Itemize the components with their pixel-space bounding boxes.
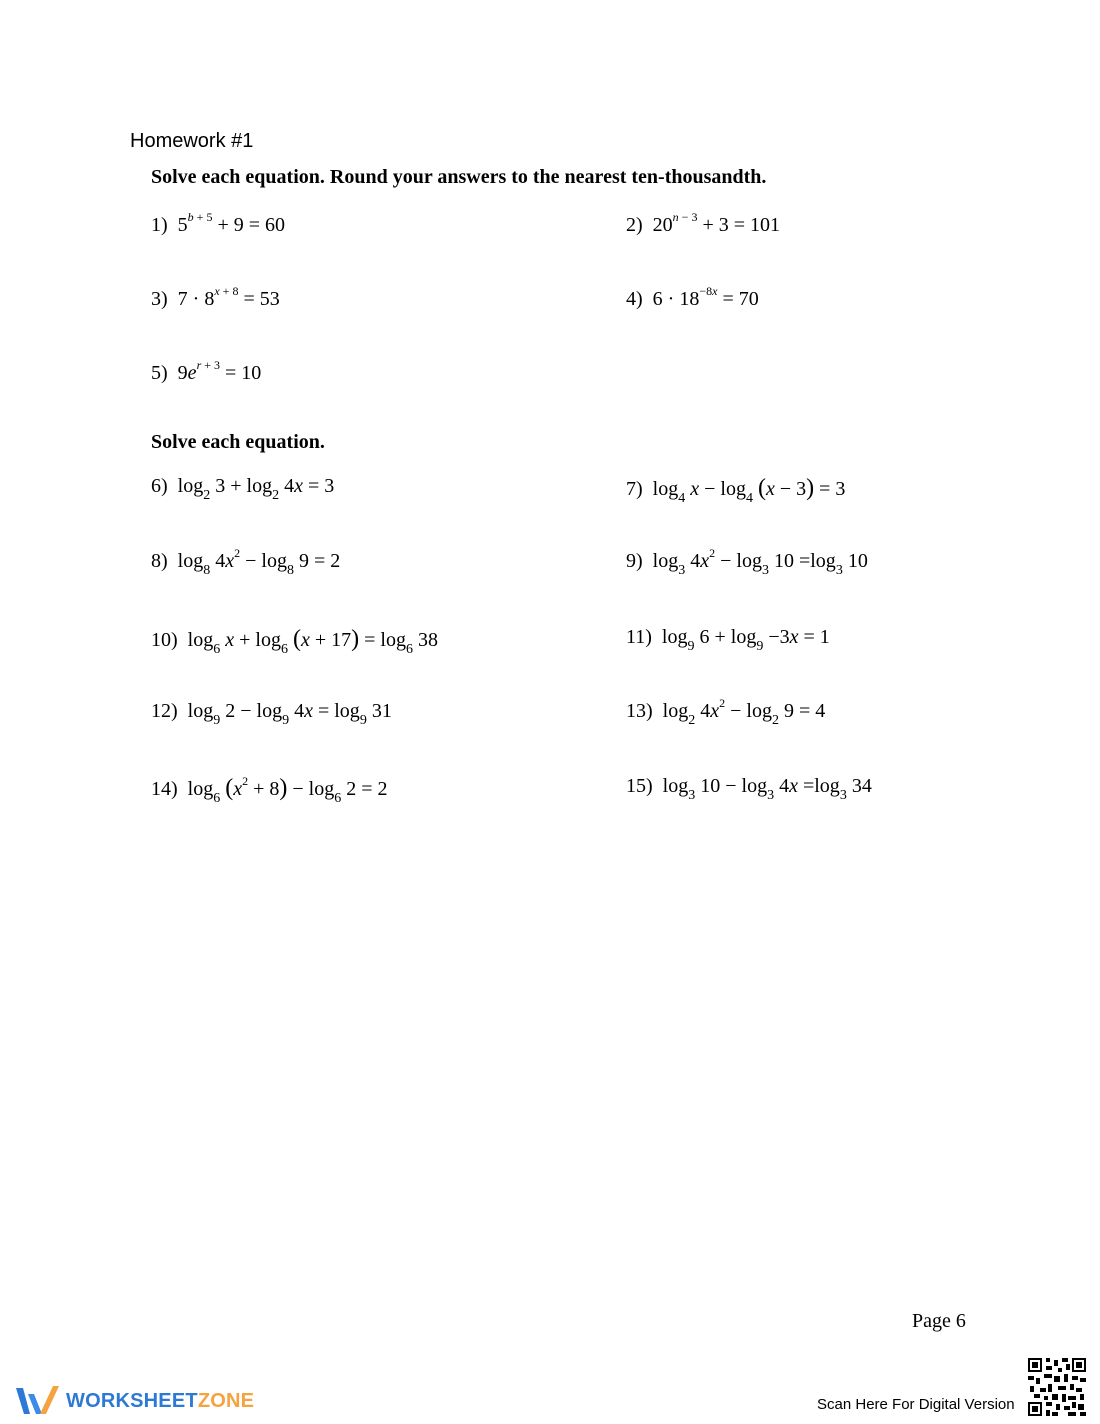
problem-number: 6) — [151, 475, 168, 497]
problem-number: 5) — [151, 362, 168, 384]
page-title: Homework #1 — [130, 130, 254, 152]
problem-4: 4) $6 \cdot 18^{-8x} = 70$ — [626, 284, 759, 310]
problem-number: 8) — [151, 550, 168, 572]
problem-number: 4) — [626, 288, 643, 310]
worksheetzone-w-icon — [14, 1384, 60, 1418]
problem-number: 13) — [626, 700, 653, 722]
problem-number: 12) — [151, 700, 178, 722]
problem-number: 14) — [151, 778, 178, 800]
worksheetzone-logo[interactable] — [14, 1384, 254, 1418]
problem-number: 9) — [626, 550, 643, 572]
problem-number: 3) — [151, 288, 168, 310]
problem-number: 7) — [626, 478, 643, 500]
logo-text: WORKSHEETZONE — [66, 1389, 255, 1412]
problem-12: 12) $\log_9 2 - \log_9 4x = \log_9 31$ — [151, 700, 392, 728]
problem-11: 11) $\log_9 6 + \log_9 -3x = 1$ — [626, 626, 830, 654]
problem-10: 10) $\log_6 x + \log_6 (x + 17) = \log_6 38$ — [151, 626, 438, 657]
page-number: Page 6 — [912, 1310, 966, 1332]
problem-1: 1) $5^{b + 5} + 9 = 60$ — [151, 210, 286, 236]
problem-number: 11) — [626, 626, 652, 648]
problem-7: 7) $\log_4 x - \log_4 (x - 3) = 3$ — [626, 475, 846, 506]
scan-instruction: Scan Here For Digital Version — [817, 1396, 1015, 1413]
problem-15: 15) $\log_3 10 - \log_3 4x =\log_3$ 34 — [626, 775, 872, 803]
problem-13: 13) $\log_2 4x^2 - \log_2 9 = 4$ — [626, 696, 826, 728]
instructions-section-2: Solve each equation. — [151, 431, 325, 453]
problem-3: 3) $7 \cdot 8^{x + 8} = 53$ — [151, 284, 280, 310]
problem-number: 10) — [151, 629, 178, 651]
problem-number: 15) — [626, 775, 653, 797]
problem-2: 2) $20^{n - 3} + 3 = 101$ — [626, 210, 781, 236]
instructions-section-1: Solve each equation. Round your answers to the nearest ten-thousandth. — [151, 166, 767, 188]
problem-9: 9) $\log_3 4x^2 - \log_3 10 =\log_3$ 10 — [626, 546, 868, 578]
problem-number: 1) — [151, 214, 168, 236]
problem-14: 14) $\log_6 (x^2 + 8) - \log_6 2 = 2$ — [151, 774, 388, 806]
problem-5: 5) $9e^{r + 3} = 10$ — [151, 358, 262, 384]
problem-number: 2) — [626, 214, 643, 236]
problem-6: 6) $\log_2 3 + \log_2 4x = 3$ — [151, 475, 335, 503]
qr-code-icon[interactable] — [1028, 1358, 1086, 1416]
problem-8: 8) $\log_8 4x^2 - \log_8 9 = 2$ — [151, 546, 341, 578]
